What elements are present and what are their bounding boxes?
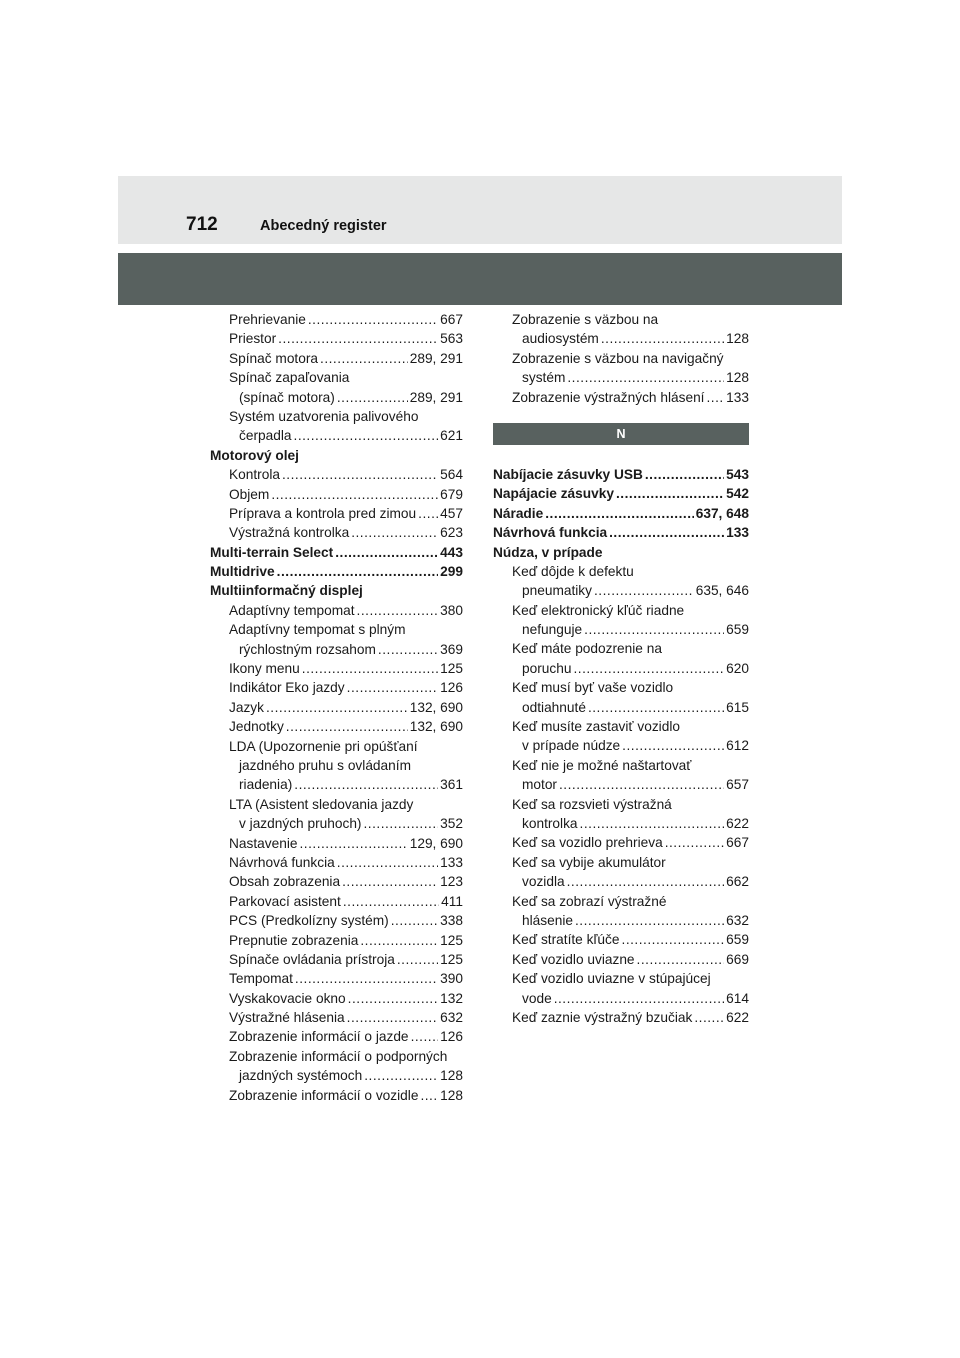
index-entry-term: Kontrola [229, 467, 280, 483]
dot-leader [622, 736, 724, 755]
dot-leader [294, 426, 439, 445]
index-entry-page: 635, 646 [695, 583, 749, 599]
index-entry [210, 1086, 463, 1105]
index-entry [210, 931, 463, 950]
index-entry-term: Vyskakovacie okno [229, 990, 346, 1006]
index-entry [493, 814, 749, 833]
dot-leader [320, 349, 408, 368]
dot-leader [364, 814, 439, 833]
dot-leader [294, 775, 438, 794]
index-entry-page: 457 [440, 505, 463, 521]
index-entry-term: Spínače ovládania prístroja [229, 951, 395, 967]
index-entry-page: 133 [440, 854, 463, 870]
index-entry [210, 1008, 463, 1027]
dot-leader [594, 581, 694, 600]
index-entry [210, 310, 463, 329]
index-entry [493, 892, 749, 911]
index-entry-page: 126 [440, 1029, 463, 1045]
index-entry-term: Keď dôjde k defektu [512, 563, 634, 579]
index-entry [210, 523, 463, 542]
index-entry [493, 388, 749, 407]
dot-leader [665, 833, 724, 852]
index-entry-term: systém [522, 370, 566, 386]
page-number: 712 [186, 214, 218, 235]
index-entry-page: 679 [440, 486, 463, 502]
index-entry [493, 581, 749, 600]
index-entry-page: 133 [726, 389, 749, 405]
index-column-right [493, 310, 749, 1027]
index-entry [210, 950, 463, 969]
index-entry [493, 833, 749, 852]
index-entry-term: Keď nie je možné naštartovať [512, 757, 692, 773]
index-entry-term: Spínač zapaľovania [229, 370, 350, 386]
index-entry-page: 133 [726, 525, 749, 541]
dot-leader [360, 931, 438, 950]
index-entry-term: Keď zaznie výstražný bzučiak [512, 1009, 693, 1025]
index-entry [493, 911, 749, 930]
index-entry-term: poruchu [522, 660, 572, 676]
index-entry-page: 128 [726, 370, 749, 386]
dot-leader [337, 853, 438, 872]
index-entry-term: Keď vozidlo uviazne v stúpajúcej [512, 971, 711, 987]
index-entry-term: Objem [229, 486, 270, 502]
index-entry-term: v jazdných pruhoch) [239, 816, 362, 832]
index-entry [493, 484, 749, 503]
index-entry [493, 601, 749, 620]
dot-leader [308, 310, 438, 329]
index-entry [210, 368, 463, 387]
dot-leader [278, 329, 438, 348]
dot-leader [580, 814, 725, 833]
index-entry-term: Nabíjacie zásuvky USB [493, 466, 643, 482]
dot-leader [347, 1008, 439, 1027]
index-entry-page: 128 [726, 331, 749, 347]
dot-leader [418, 504, 438, 523]
index-entry [210, 911, 463, 930]
index-entry [493, 736, 749, 755]
index-entry [493, 368, 749, 387]
index-entry [210, 620, 463, 639]
letter-section-bar: N [493, 423, 749, 445]
index-entry-term: Priestor [229, 331, 277, 347]
index-entry-term: Zobrazenie s väzbou na navigačný [512, 350, 724, 366]
index-entry-term: jazdného pruhu s ovládaním [239, 757, 411, 773]
index-entry-page: 289, 291 [409, 350, 463, 366]
index-entry [493, 504, 749, 523]
index-entry-term: Indikátor Eko jazdy [229, 680, 345, 696]
index-entry-term: Keď sa vybije akumulátor [512, 854, 666, 870]
index-entry [493, 930, 749, 949]
index-entry-term: Zobrazenie informácií o podporných [229, 1048, 448, 1064]
index-entry-term: čerpadla [239, 428, 292, 444]
index-entry [493, 523, 749, 542]
index-entry-page: 132, 690 [409, 699, 463, 715]
dot-leader [397, 950, 438, 969]
index-entry [210, 349, 463, 368]
index-entry-term: Náradie [493, 505, 544, 521]
index-entry-term: Keď sa vozidlo prehrieva [512, 835, 663, 851]
index-entry-page: 128 [440, 1087, 463, 1103]
index-entry [493, 349, 749, 368]
index-entry [493, 989, 749, 1008]
index-entry [493, 872, 749, 891]
index-entry-page: 622 [726, 1009, 749, 1025]
index-entry-term: Príprava a kontrola pred zimou [229, 505, 417, 521]
dot-leader [351, 523, 438, 542]
index-entry [210, 659, 463, 678]
index-entry [493, 678, 749, 697]
index-entry-term: Adaptívny tempomat [229, 602, 355, 618]
index-entry-term: Jazyk [229, 699, 264, 715]
index-entry-page: 662 [726, 874, 749, 890]
index-entry [210, 872, 463, 891]
index-entry-page: 669 [726, 951, 749, 967]
index-entry-page: 361 [440, 777, 463, 793]
index-entry-term: Núdza, v prípade [493, 544, 603, 560]
dot-leader [335, 543, 438, 562]
index-entry-page: 390 [440, 971, 463, 987]
index-entry [210, 1066, 463, 1085]
index-entry [493, 659, 749, 678]
dot-leader [420, 1086, 438, 1105]
index-entry [210, 388, 463, 407]
index-entry-term: Keď elektronický kľúč riadne [512, 602, 685, 618]
dot-leader [343, 892, 439, 911]
index-entry [210, 989, 463, 1008]
index-entry-term: PCS (Predkolízny systém) [229, 913, 389, 929]
index-entry [210, 834, 463, 853]
index-entry-term: Keď máte podozrenie na [512, 641, 662, 657]
index-entry [493, 775, 749, 794]
index-entry-page: 125 [440, 932, 463, 948]
index-entry-page: 126 [440, 680, 463, 696]
index-entry [493, 639, 749, 658]
dot-leader [694, 1008, 724, 1027]
index-entry-term: Zobrazenie výstražných hlásení [512, 389, 705, 405]
index-entry-page: 620 [726, 660, 749, 676]
dot-leader [286, 717, 408, 736]
index-entry-term: Prepnutie zobrazenia [229, 932, 359, 948]
index-entry-term: Adaptívny tempomat s plným [229, 622, 406, 638]
dot-leader [616, 484, 724, 503]
index-entry-term: Ikony menu [229, 661, 300, 677]
dot-leader [601, 329, 724, 348]
index-entry [493, 950, 749, 969]
index-entry [493, 1008, 749, 1027]
index-entry-term: Keď musíte zastaviť vozidlo [512, 719, 680, 735]
index-entry-term: LTA (Asistent sledovania jazdy [229, 796, 414, 812]
index-entry-term: Multi-terrain Select [210, 544, 334, 560]
index-entry-term: pneumatiky [522, 583, 592, 599]
index-entry-term: Keď musí byť vaše vozidlo [512, 680, 674, 696]
index-entry-term: Zobrazenie informácií o jazde [229, 1029, 409, 1045]
dot-leader [584, 620, 724, 639]
dot-leader [391, 911, 438, 930]
index-entry-term: LDA (Upozornenie pri opúšťaní [229, 738, 418, 754]
index-entry [493, 969, 749, 988]
dot-leader [295, 969, 438, 988]
dot-leader [545, 504, 694, 523]
index-entry [210, 698, 463, 717]
index-entry-page: 411 [441, 893, 463, 909]
index-entry-page: 622 [726, 815, 749, 831]
index-entry-page: 563 [440, 331, 463, 347]
index-entry-page: 659 [726, 622, 749, 638]
dot-leader [277, 562, 439, 581]
index-entry-term: Systém uzatvorenia palivového [229, 408, 419, 424]
index-entry-page: 632 [440, 1010, 463, 1026]
dot-leader [282, 465, 438, 484]
dot-leader [622, 930, 725, 949]
dot-leader [559, 775, 724, 794]
index-entry-term: Výstražná kontrolka [229, 525, 350, 541]
index-entry [493, 795, 749, 814]
index-entry [210, 892, 463, 911]
index-entry [210, 678, 463, 697]
index-entry-term: Spínač motora [229, 350, 319, 366]
index-entry-term: rýchlostným rozsahom [239, 641, 376, 657]
index-entry-page: 637, 648 [695, 505, 749, 521]
index-entry-term: Zobrazenie informácií o vozidle [229, 1087, 419, 1103]
index-entry-term: Návrhová funkcia [493, 525, 608, 541]
index-entry-term: vode [522, 990, 552, 1006]
index-entry-term: Výstražné hlásenia [229, 1010, 345, 1026]
index-entry-term: audiosystém [522, 331, 599, 347]
index-entry-page: 542 [726, 486, 749, 502]
dot-leader [411, 1027, 439, 1046]
dot-leader [575, 911, 724, 930]
index-entry-page: 289, 291 [409, 389, 463, 405]
index-entry-page: 632 [726, 912, 749, 928]
page-header [118, 176, 842, 244]
index-entry-page: 338 [440, 913, 463, 929]
index-entry-page: 129, 690 [409, 835, 463, 851]
index-entry [493, 756, 749, 775]
index-entry-page: 612 [726, 738, 749, 754]
index-entry-page: 125 [440, 661, 463, 677]
index-entry-term: kontrolka [522, 815, 578, 831]
dot-leader [609, 523, 724, 542]
index-entry [210, 853, 463, 872]
index-entry-term: motor [522, 777, 557, 793]
index-entry [210, 581, 463, 600]
index-entry-term: Prehrievanie [229, 312, 306, 327]
index-entry [210, 814, 463, 833]
index-entry-page: 564 [440, 467, 463, 483]
index-entry [210, 775, 463, 794]
dot-leader [378, 640, 438, 659]
dot-leader [567, 872, 725, 891]
index-entry [493, 717, 749, 736]
index-entry-page: 667 [440, 312, 463, 327]
index-entry-page: 657 [726, 777, 749, 793]
index-list-right-bottom [493, 465, 749, 1027]
index-entry-term: Obsah zobrazenia [229, 874, 341, 890]
index-entry-page: 369 [440, 641, 463, 657]
dot-leader [567, 368, 724, 387]
dot-leader [573, 659, 724, 678]
dot-leader [342, 872, 438, 891]
index-entry [210, 504, 463, 523]
index-entry-term: jazdných systémoch [239, 1068, 363, 1084]
index-entry-term: Návrhová funkcia [229, 854, 335, 870]
index-entry [493, 329, 749, 348]
index-entry [210, 640, 463, 659]
index-entry-term: Multiinformačný displej [210, 583, 363, 599]
index-entry [493, 543, 749, 562]
index-entry-term: Parkovací asistent [229, 893, 341, 909]
dot-leader [337, 388, 408, 407]
index-entry-page: 621 [440, 428, 463, 444]
index-entry [210, 562, 463, 581]
index-entry-term: v prípade núdze [522, 738, 621, 754]
index-entry [210, 543, 463, 562]
index-entry-term: Zobrazenie s väzbou na [512, 312, 659, 327]
index-entry-term: Nastavenie [229, 835, 298, 851]
index-entry [210, 737, 463, 756]
dot-leader [348, 989, 438, 1008]
index-entry [210, 717, 463, 736]
dot-leader [588, 698, 724, 717]
index-entry-page: 352 [440, 816, 463, 832]
index-entry [493, 465, 749, 484]
index-entry [493, 310, 749, 329]
index-entry [210, 426, 463, 445]
index-entry-page: 623 [440, 525, 463, 541]
dot-leader [302, 659, 438, 678]
dot-leader [637, 950, 725, 969]
index-entry [210, 329, 463, 348]
index-entry [493, 562, 749, 581]
dot-leader [554, 989, 724, 1008]
index-entry-term: Motorový olej [210, 447, 299, 463]
index-entry-page: 128 [440, 1068, 463, 1084]
index-entry-page: 132, 690 [409, 719, 463, 735]
index-entry-term: Jednotky [229, 719, 284, 735]
dot-leader [347, 678, 439, 697]
index-entry [210, 756, 463, 775]
index-entry-term: hlásenie [522, 912, 573, 928]
index-entry-page: 299 [440, 564, 463, 580]
index-entry [210, 407, 463, 426]
index-entry-term: Napájacie zásuvky [493, 486, 614, 502]
index-entry-term: Keď stratíte kľúče [512, 932, 620, 948]
index-entry [210, 446, 463, 465]
dot-leader [357, 601, 439, 620]
header-band [118, 253, 842, 305]
index-entry-term: Tempomat [229, 971, 293, 987]
index-entry-term: Keď sa zobrazí výstražné [512, 893, 667, 909]
dot-leader [271, 485, 438, 504]
index-entry-page: 659 [726, 932, 749, 948]
index-entry [210, 1027, 463, 1046]
index-entry [210, 969, 463, 988]
index-entry [210, 601, 463, 620]
index-entry-term: Keď sa rozsvieti výstražná [512, 796, 672, 812]
index-entry [493, 620, 749, 639]
dot-leader [706, 388, 724, 407]
index-entry-term: riadenia) [239, 777, 293, 793]
index-entry-page: 132 [440, 990, 463, 1006]
dot-leader [266, 698, 408, 717]
index-entry-term: Multidrive [210, 564, 275, 580]
index-entry-term: vozidla [522, 874, 565, 890]
index-entry-page: 123 [440, 874, 463, 890]
index-entry-page: 125 [440, 951, 463, 967]
index-entry-term: odtiahnuté [522, 699, 586, 715]
index-list-right-top [493, 310, 749, 407]
index-entry [210, 485, 463, 504]
index-entry-page: 443 [440, 544, 463, 560]
index-entry [210, 795, 463, 814]
dot-leader [645, 465, 724, 484]
index-entry-term: Keď vozidlo uviazne [512, 951, 635, 967]
index-entry-page: 380 [440, 602, 463, 618]
index-entry [493, 853, 749, 872]
dot-leader [364, 1066, 438, 1085]
index-entry [210, 1047, 463, 1066]
index-entry-term: nefunguje [522, 622, 583, 638]
dot-leader [299, 834, 407, 853]
index-entry-term: (spínač motora) [239, 389, 335, 405]
index-entry-page: 543 [726, 466, 749, 482]
section-title: Abecedný register [260, 218, 387, 234]
index-entry [493, 698, 749, 717]
index-entry-page: 667 [726, 835, 749, 851]
index-entry-page: 615 [726, 699, 749, 715]
index-entry-page: 614 [726, 990, 749, 1006]
index-column-left [210, 310, 463, 1105]
index-entry [210, 465, 463, 484]
